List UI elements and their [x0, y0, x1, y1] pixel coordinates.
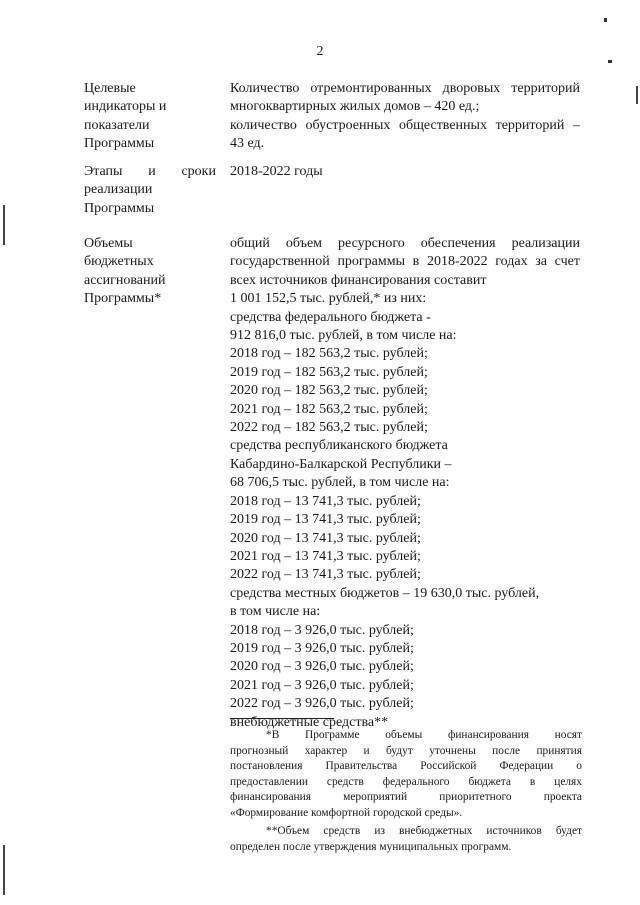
label-word: сроки: [181, 164, 216, 179]
value-line: Количество отремонтированных дворовых территорий: [230, 81, 580, 96]
label-line: бюджетных: [84, 254, 154, 270]
scan-speck: [608, 60, 612, 63]
value-line: 2021 год – 13 741,3 тыс. рублей;: [230, 548, 421, 564]
value-line: 68 706,5 тыс. рублей, в том числе на:: [230, 475, 450, 491]
value-line: 43 ед.: [230, 136, 265, 152]
label-line: реализации: [84, 182, 153, 198]
footnote-second: [230, 824, 582, 855]
footnote-line: прогнозный характер и будут уточнены после принятия: [230, 744, 582, 757]
footnote-line: «Формирование комфортной городской среды».: [230, 806, 463, 819]
value-line: в том числе на:: [230, 604, 321, 620]
value-line: средства республиканского бюджета: [230, 438, 448, 454]
value-line: 2022 год – 3 926,0 тыс. рублей;: [230, 696, 414, 712]
value-line: 2019 год – 13 741,3 тыс. рублей;: [230, 512, 421, 528]
scan-speck: [604, 18, 607, 22]
value-line: 2020 год – 13 741,3 тыс. рублей;: [230, 530, 421, 546]
footnote-first: [230, 728, 582, 821]
footnote-line: определен после утверждения муниципальных программ.: [230, 840, 512, 853]
value-line: многоквартирных жилых домов – 420 ед.;: [230, 99, 480, 115]
footnote-separator: [230, 718, 334, 719]
label-line: Программы*: [84, 291, 162, 307]
label-line: Объемы: [84, 236, 133, 251]
value-line: 2018 год – 13 741,3 тыс. рублей;: [230, 493, 421, 509]
footnote-line: постановления Правительства Российской Федерации о: [230, 760, 582, 772]
value-line: 2019 год – 3 926,0 тыс. рублей;: [230, 640, 414, 656]
value-line: 2018 год – 3 926,0 тыс. рублей;: [230, 622, 414, 638]
label-word: и: [148, 164, 156, 179]
stages-label: [84, 163, 216, 218]
indicators-label: [84, 80, 216, 154]
value-line: количество обустроенных общественных территорий –: [230, 117, 580, 133]
value-line: 2022 год – 182 563,2 тыс. рублей;: [230, 420, 428, 436]
stages-value: 2018-2022 годы: [230, 164, 323, 179]
value-line: Кабардино-Балкарской Республики –: [230, 456, 452, 472]
scan-edge-mark: [636, 86, 638, 104]
label-line: Программы: [84, 200, 155, 216]
footnote-line: предоставлении средств федерального бюджета в целях: [230, 775, 582, 788]
value-line: 2021 год – 182 563,2 тыс. рублей;: [230, 401, 428, 417]
footnote-line: *В Программе объемы финансирования носят: [266, 729, 582, 741]
value-line: 2018 год – 182 563,2 тыс. рублей;: [230, 346, 428, 362]
value-line: всех источников финансирования составит: [230, 272, 487, 288]
value-line: средства местных бюджетов – 19 630,0 тыс. рублей,: [230, 585, 540, 601]
label-line: показатели: [84, 117, 150, 133]
value-line: 1 001 152,5 тыс. рублей,* из них:: [230, 291, 427, 307]
value-line: 2022 год – 13 741,3 тыс. рублей;: [230, 567, 421, 583]
budget-value: [230, 235, 580, 732]
value-line: 2020 год – 182 563,2 тыс. рублей;: [230, 383, 428, 399]
value-line: 912 816,0 тыс. рублей, в том числе на:: [230, 328, 457, 344]
scan-edge-mark: [3, 845, 5, 895]
scan-edge-mark: [3, 205, 5, 245]
value-line: средства федерального бюджета -: [230, 309, 431, 325]
value-line: 2019 год – 182 563,2 тыс. рублей;: [230, 364, 428, 380]
value-line: 2021 год – 3 926,0 тыс. рублей;: [230, 677, 414, 693]
value-line: общий объем ресурсного обеспечения реализации: [230, 236, 580, 251]
footnote-line: **Объем средств из внебюджетных источников будет: [266, 825, 582, 837]
label-line: ассигнований: [84, 272, 166, 288]
label-line: Целевые: [84, 81, 136, 96]
page-number: 2: [316, 44, 324, 59]
value-line: 2020 год – 3 926,0 тыс. рублей;: [230, 659, 414, 675]
label-line: Программы: [84, 136, 155, 152]
label-line: индикаторы и: [84, 99, 167, 115]
indicators-value: [230, 80, 580, 154]
value-line: внебюджетные средства**: [230, 714, 389, 730]
label-word: Этапы: [84, 164, 123, 179]
stages-label-first-line: [84, 163, 216, 181]
value-line: государственной программы в 2018-2022 годах за счет: [230, 254, 580, 270]
budget-label: [84, 235, 216, 309]
footnote-line: финансирования мероприятий приоритетного проекта: [230, 791, 582, 803]
